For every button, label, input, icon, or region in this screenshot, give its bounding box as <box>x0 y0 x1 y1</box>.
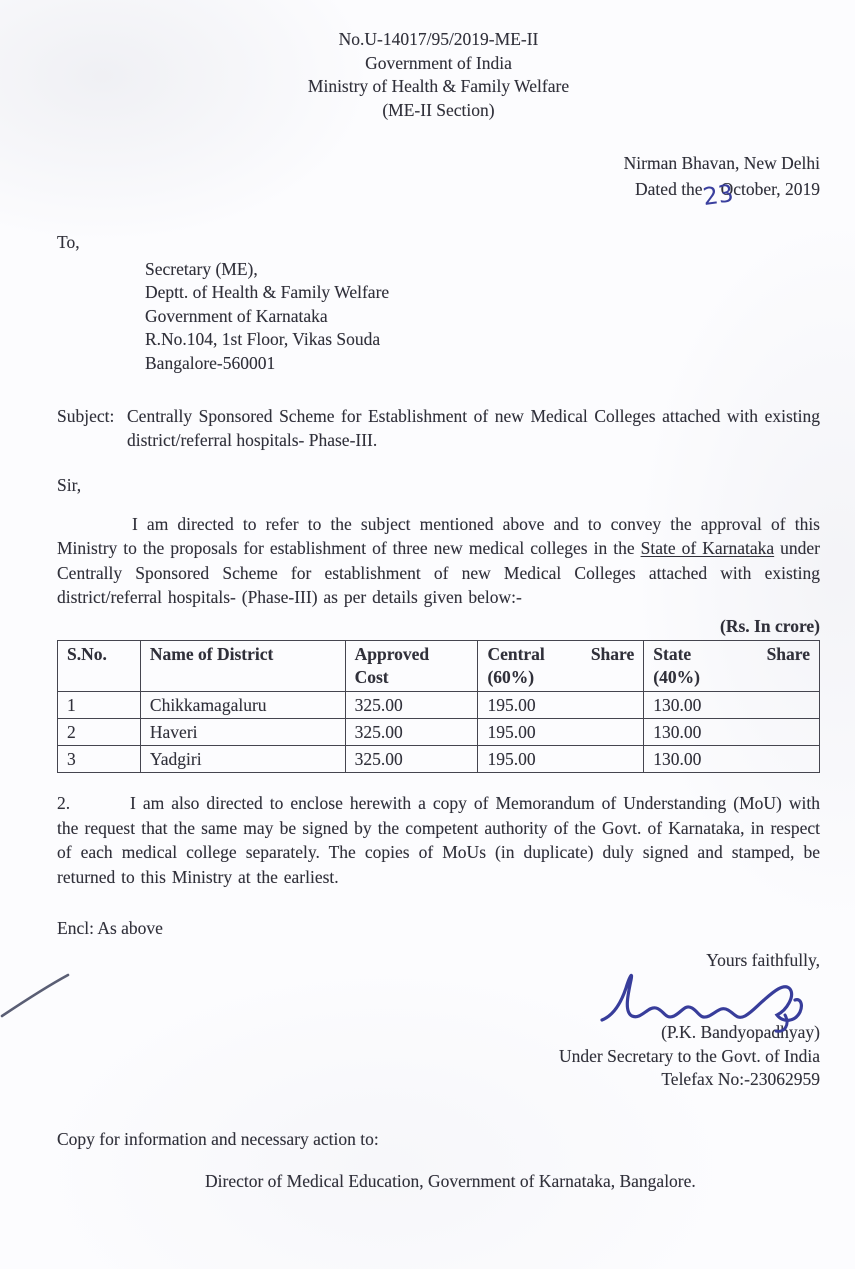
header-state-share <box>644 641 820 692</box>
cell-approved: 325.00 <box>345 746 478 773</box>
subject-text: Centrally Sponsored Scheme for Establishment of new Medical Colleges attached with existing district/referral hospitals- Phase-III. <box>127 406 820 450</box>
para2-text: I am also directed to enclose herewith a copy of Memorandum of Understanding (MoU) with the request that the same may be signed by the competent authority of the Govt. of Karnataka, in respect of each medical college separately. The copies of MoUs (in duplicate) duly signed and stamped, be returned to this Ministry at the earliest. <box>57 793 820 887</box>
header-sno: S.No. <box>58 641 141 692</box>
header-state-line2: (40%) <box>653 667 700 687</box>
table-header-row <box>58 641 820 692</box>
org-government: Government of India <box>365 52 512 73</box>
table-row <box>58 746 820 773</box>
cell-state: 130.00 <box>644 746 820 773</box>
header-central-word2: Share <box>590 644 635 664</box>
subject-row <box>57 405 820 452</box>
table-row <box>58 692 820 719</box>
telefax-number: Telefax No:-23062959 <box>661 1069 820 1089</box>
cell-central: 195.00 <box>478 692 644 719</box>
header-approved-line1: Approved <box>354 644 430 664</box>
header-approved-line2: Cost <box>354 667 389 687</box>
recipient-line: R.No.104, 1st Floor, Vikas Souda <box>145 329 381 349</box>
enclosure-line: Encl: As above <box>57 918 163 938</box>
cell-district: Yadgiri <box>140 746 345 773</box>
recipient-line: Deptt. of Health & Family Welfare <box>145 282 390 302</box>
table-row <box>58 719 820 746</box>
header-central-share <box>478 641 644 692</box>
para1-underlined-state: State of Karnataka <box>640 538 775 558</box>
para1-before: I am directed to refer to the subject mentioned above and to convey the approval of this Ministry to the proposals for establishment of three new medical colleges in the <box>57 513 820 558</box>
header-district: Name of District <box>140 641 345 692</box>
header-state-line1 <box>653 643 810 666</box>
signatory-title: Under Secretary to the Govt. of India <box>559 1045 820 1066</box>
cell-central: 195.00 <box>478 746 644 773</box>
header-approved-cost <box>345 641 478 692</box>
header-state-word1: State <box>653 644 692 664</box>
body-paragraph-2 <box>57 791 820 889</box>
cell-central: 195.00 <box>478 719 644 746</box>
cell-state: 130.00 <box>644 692 820 719</box>
date-prefix: Dated the <box>635 178 703 199</box>
cc-heading: Copy for information and necessary action to: <box>57 1128 379 1149</box>
closing-block <box>57 949 820 1092</box>
date-line <box>57 176 820 211</box>
signature-scribble <box>588 962 818 1037</box>
cell-district: Chikkamagaluru <box>140 692 345 719</box>
recipient-line: Bangalore-560001 <box>145 352 276 373</box>
body-paragraph-1 <box>57 512 820 610</box>
para2-number: 2. <box>57 793 71 813</box>
subject-label: Subject: <box>57 406 115 426</box>
cell-approved: 325.00 <box>345 692 478 719</box>
recipient-line: Government of Karnataka <box>145 305 328 326</box>
cell-state: 130.00 <box>644 719 820 746</box>
header-state-word2: Share <box>766 644 810 664</box>
date-suffix: October, 2019 <box>720 178 820 199</box>
cc-recipient: Director of Medical Education, Government of Karnataka, Bangalore. <box>205 1171 696 1191</box>
para1-after: under Centrally Sponsored Scheme for establishment of new Medical Colleges attached with existing district/referral hospitals- (Phase-III) as per details given below:- <box>57 538 820 607</box>
valediction: Yours faithfully, <box>706 949 820 970</box>
cell-sno: 2 <box>58 719 141 746</box>
header-central-word1: Central <box>487 644 545 664</box>
recipient-line: Secretary (ME), <box>145 258 258 279</box>
header-central-line1 <box>487 643 634 666</box>
cost-table <box>57 640 820 773</box>
handwritten-day: 23 <box>700 178 735 211</box>
cell-sno: 3 <box>58 746 141 773</box>
salutation: Sir, <box>57 475 82 495</box>
org-ministry: Ministry of Health & Family Welfare <box>307 76 570 96</box>
currency-unit-note: (Rs. In crore) <box>720 615 820 636</box>
cell-sno: 1 <box>58 692 141 719</box>
recipient-address <box>145 258 820 376</box>
org-section: (ME-II Section) <box>382 99 495 120</box>
cell-district: Haveri <box>140 719 345 746</box>
cell-approved: 325.00 <box>345 719 478 746</box>
letter-header <box>57 28 820 122</box>
to-label: To, <box>57 232 80 252</box>
pen-stroke-mark <box>0 972 72 1020</box>
header-central-line2: (60%) <box>487 667 535 687</box>
reference-number: No.U-14017/95/2019-ME-II <box>338 29 539 49</box>
dateline <box>57 152 820 211</box>
signatory-name: (P.K. Bandyopadhyay) <box>661 1022 820 1042</box>
place-line: Nirman Bhavan, New Delhi <box>623 153 820 173</box>
